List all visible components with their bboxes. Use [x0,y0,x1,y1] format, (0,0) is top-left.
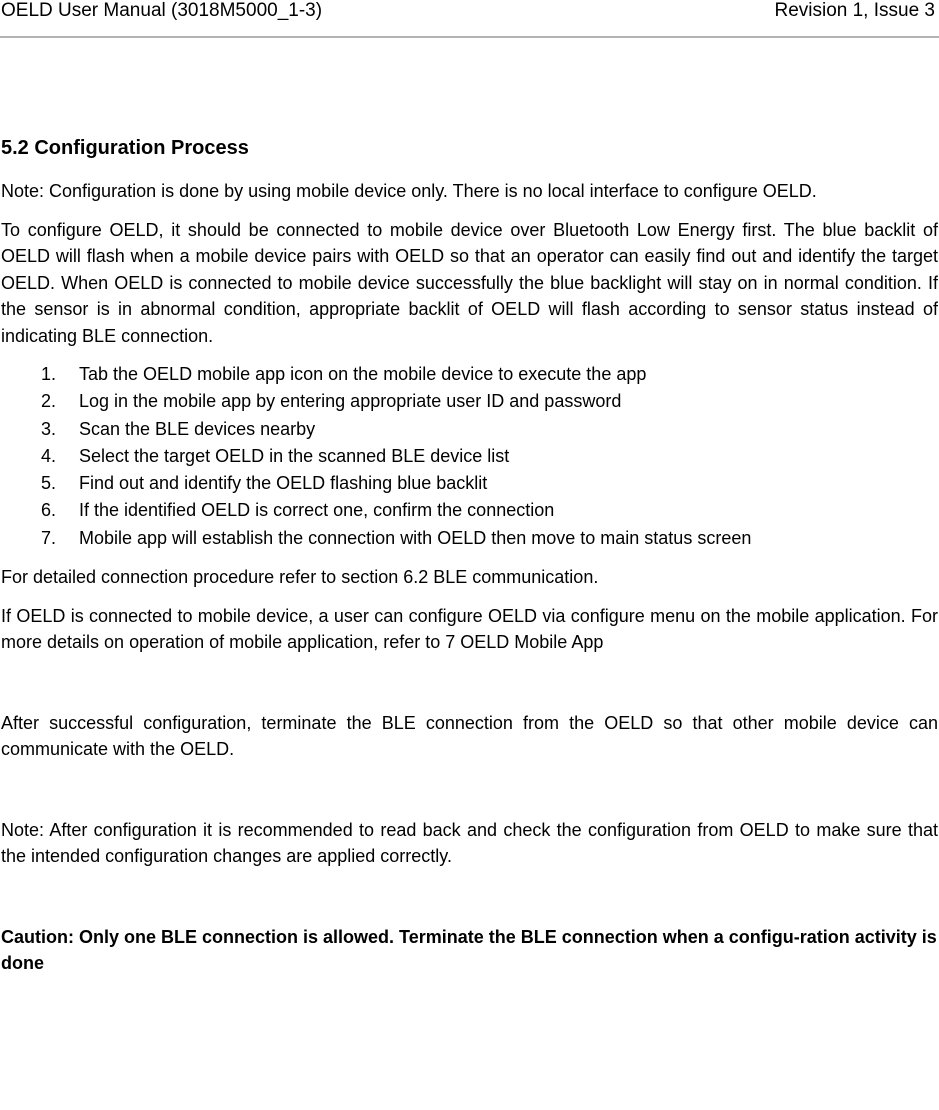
steps-list [1,361,938,552]
list-item-text: Scan the BLE devices nearby [79,418,316,439]
page-content [1,134,938,989]
list-item-number: 2. [41,391,57,412]
detail-reference-paragraph: For detailed connection procedure refer to section 6.2 BLE communication. [1,567,599,588]
spacer [1,668,938,710]
configure-paragraph: If OELD is connected to mobile device, a user can configure OELD via configure menu on the mobile application. For more details on operation of mobile application, refer to 7 OELD Mobile App [1,605,938,653]
list-item-text: Log in the mobile app by entering appropriate user ID and password [79,391,622,412]
list-item [1,361,938,388]
list-item [1,497,938,524]
after-configuration-paragraph: After successful configuration, terminate the BLE connection from the OELD so that other mobile device can communicate with the OELD. [1,712,938,760]
list-item-text: Select the target OELD in the scanned BLE device list [79,445,510,466]
document-title: OELD User Manual (3018M5000_1-3) [1,0,323,21]
spacer [1,775,938,817]
readback-note-paragraph: Note: After configuration it is recommended to read back and check the configuration from OELD to make sure that the intended configuration changes are applied correctly. [1,819,938,867]
list-item [1,388,938,415]
list-item-text: Tab the OELD mobile app icon on the mobile device to execute the app [79,364,647,384]
list-item-number: 3. [41,418,57,439]
revision-label: Revision 1, Issue 3 [774,0,935,21]
list-item [1,525,938,552]
caution-paragraph: Caution: Only one BLE connection is allowed. Terminate the BLE connection when a configu-ration activity is done [1,926,937,974]
list-item-number: 5. [41,473,57,494]
list-item-number: 6. [41,500,57,521]
list-item [1,443,938,470]
spacer [1,882,938,924]
section-heading: 5.2 Configuration Process [1,137,249,159]
page-header [0,0,939,38]
list-item [1,470,938,497]
list-item-text: Mobile app will establish the connection with OELD then move to main status screen [79,527,752,548]
list-item [1,416,938,443]
list-item-text: If the identified OELD is correct one, confirm the connection [79,500,555,521]
intro-paragraph: To configure OELD, it should be connected to mobile device over Bluetooth Low Energy first. The blue backlit of OELD will flash when a mobile device pairs with OELD so that an operator can easily find out and identify the target OELD. When OELD is connected to mobile device successfully the blue backlight will stay on in normal condition. If the sensor is in abnormal condition, appropriate backlit of OELD will flash according to sensor status instead of indicating BLE connection. [1,219,938,346]
list-item-number: 7. [41,527,57,548]
list-item-number: 4. [41,445,57,466]
note-paragraph: Note: Configuration is done by using mobile device only. There is no local interface to configure OELD. [1,181,817,201]
list-item-text: Find out and identify the OELD flashing blue backlit [79,473,488,494]
list-item-number: 1. [41,364,57,384]
